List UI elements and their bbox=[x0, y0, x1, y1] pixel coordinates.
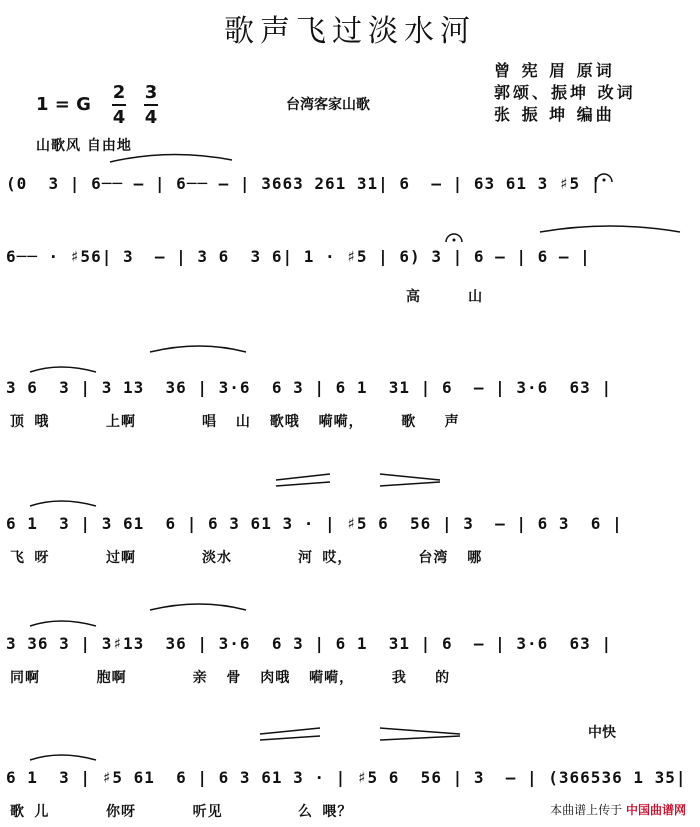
notation-row-5: 3 36 3 | 3♯13 36 | 3·6 6 3 | 6 1 31 | 6 — | 3·6 63 | bbox=[6, 634, 613, 653]
tempo-change-marking: 中快 bbox=[588, 725, 616, 741]
lyrics-row-4: 飞 呀 过啊 淡水 河 哎， 台湾 哪 bbox=[10, 550, 483, 566]
slur-arc bbox=[30, 367, 96, 372]
time-numerator: 3 bbox=[144, 82, 158, 103]
footer-text: 本曲谱上传于 bbox=[550, 803, 623, 817]
slur-arc bbox=[150, 604, 246, 610]
lyrics-row-5: 同啊 胞啊 亲 骨 肉哦 嗬嗬， 我 的 bbox=[10, 670, 451, 686]
footer-credit bbox=[550, 801, 686, 818]
notation-row-2: 6── · ♯56| 3 — | 3 6 3 6| 1 · ♯5 | 6) 3 | 6 — | 6 — | bbox=[6, 247, 591, 266]
page-title: 歌声飞过淡水河 bbox=[224, 14, 476, 49]
slur-arc bbox=[30, 755, 96, 760]
credit-arranger: 张 振 坤 编曲 bbox=[494, 105, 615, 124]
slur-arc bbox=[30, 501, 96, 506]
fermata-dot bbox=[603, 179, 606, 182]
tempo-marking: 山歌风 自由地 bbox=[36, 138, 132, 154]
notation-row-3: 3 6 3 | 3 13 36 | 3·6 6 3 | 6 1 31 | 6 — | 3·6 63 | bbox=[6, 378, 613, 397]
lyrics-row-3: 顶 哦 上啊 唱 山 歌哦 嗬嗬， 歌 声 bbox=[10, 414, 460, 430]
credit-lyric-adapter: 郭颂、振坤 改词 bbox=[494, 83, 636, 102]
slur-arc bbox=[110, 154, 232, 162]
time-denominator: 4 bbox=[112, 107, 126, 128]
time-numerator: 2 bbox=[112, 82, 126, 103]
lyrics-row-6: 歌 儿 你呀 听见 么 喂？ bbox=[10, 804, 353, 820]
notation-row-6: 6 1 3 | ♯5 61 6 | 6 3 61 3 · | ♯5 6 56 | 3 — | (366536 1 35| bbox=[6, 768, 687, 787]
slur-arc bbox=[30, 621, 96, 626]
time-denominator: 4 bbox=[144, 107, 158, 128]
slur-arc bbox=[540, 226, 680, 232]
credit-lyricist: 曾 宪 眉 原词 bbox=[494, 61, 615, 80]
genre-label: 台湾客家山歌 bbox=[286, 97, 370, 113]
notation-row-4: 6 1 3 | 3 61 6 | 6 3 61 3 · | ♯5 6 56 | 3 — | 6 3 6 | bbox=[6, 514, 623, 533]
crescendo-mark bbox=[276, 474, 330, 486]
fermata-dot bbox=[453, 239, 456, 242]
key-signature: 1 = G bbox=[36, 94, 91, 115]
lyrics-row-2: 高 山 bbox=[10, 289, 484, 305]
decrescendo-mark bbox=[380, 728, 460, 740]
slur-arc bbox=[150, 346, 246, 352]
decrescendo-mark bbox=[380, 474, 440, 486]
notation-row-1: (0 3 | 6── — | 6── — | 3663 261 31| 6 — | 63 61 3 ♯5 | bbox=[6, 174, 602, 193]
crescendo-mark bbox=[260, 728, 320, 740]
footer-brand[interactable]: 中国曲谱网 bbox=[625, 803, 686, 817]
